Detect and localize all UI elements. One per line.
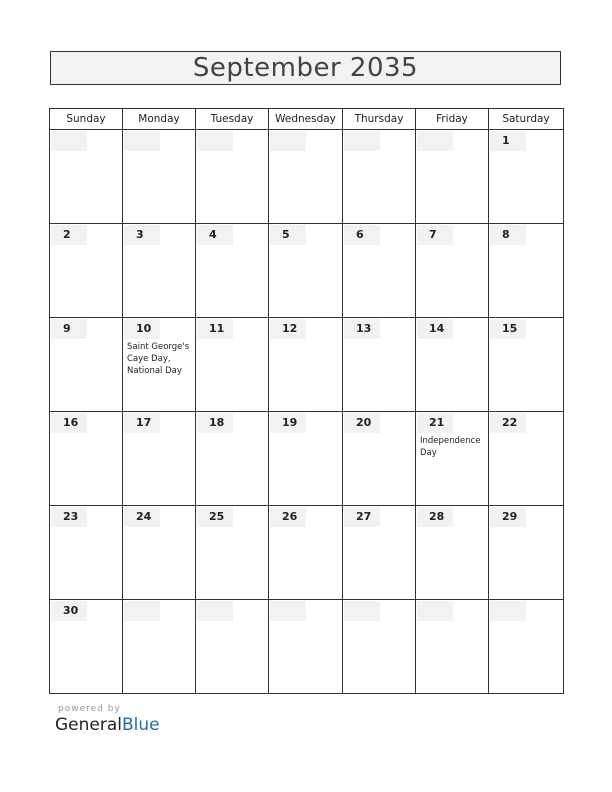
day-number: 7 (417, 225, 453, 245)
powered-by-text: powered by (58, 704, 121, 714)
day-number: 12 (270, 319, 306, 339)
weekday-header: Thursday (343, 109, 416, 130)
day-cell[interactable] (489, 506, 564, 600)
day-number: 9 (51, 319, 87, 339)
day-cell[interactable] (50, 224, 123, 318)
day-number: 15 (490, 319, 526, 339)
day-number: 20 (344, 413, 380, 433)
day-cell[interactable] (123, 412, 196, 506)
day-cell[interactable] (50, 130, 123, 224)
day-cell[interactable] (50, 318, 123, 412)
weekday-header: Monday (123, 109, 196, 130)
day-number: 14 (417, 319, 453, 339)
day-number: 10 (124, 319, 160, 339)
day-number: 17 (124, 413, 160, 433)
day-cell[interactable] (123, 318, 196, 412)
day-number: 13 (344, 319, 380, 339)
day-number: 5 (270, 225, 306, 245)
week-row (50, 318, 564, 412)
day-number (270, 601, 306, 621)
weekday-header: Saturday (489, 109, 564, 130)
day-cell[interactable] (50, 412, 123, 506)
day-cell[interactable] (123, 600, 196, 694)
day-number: 18 (197, 413, 233, 433)
day-cell[interactable] (196, 600, 269, 694)
brand-general: General (55, 715, 122, 735)
day-cell[interactable] (269, 506, 343, 600)
day-number: 29 (490, 507, 526, 527)
day-cell[interactable] (196, 130, 269, 224)
weekday-header: Wednesday (269, 109, 343, 130)
day-cell[interactable] (196, 224, 269, 318)
day-number (124, 131, 160, 151)
day-cell[interactable] (416, 224, 489, 318)
day-number: 22 (490, 413, 526, 433)
day-cell[interactable] (489, 412, 564, 506)
day-cell[interactable] (343, 412, 416, 506)
day-cell[interactable] (416, 506, 489, 600)
day-cell[interactable] (123, 224, 196, 318)
day-number (344, 601, 380, 621)
week-row (50, 412, 564, 506)
day-number: 8 (490, 225, 526, 245)
day-number: 3 (124, 225, 160, 245)
calendar-title: September 2035 (192, 53, 419, 83)
weekday-header: Friday (416, 109, 489, 130)
day-cell[interactable] (489, 600, 564, 694)
day-cell[interactable] (343, 130, 416, 224)
day-cell[interactable] (269, 130, 343, 224)
day-number: 21 (417, 413, 453, 433)
day-cell[interactable] (50, 506, 123, 600)
day-cell[interactable] (416, 130, 489, 224)
day-cell[interactable] (269, 318, 343, 412)
day-number: 28 (417, 507, 453, 527)
day-number (124, 601, 160, 621)
day-number (417, 601, 453, 621)
day-number (490, 601, 526, 621)
calendar-title-box (50, 51, 561, 85)
day-number: 19 (270, 413, 306, 433)
day-number: 1 (490, 131, 526, 151)
weekday-header: Tuesday (196, 109, 269, 130)
day-cell[interactable] (123, 506, 196, 600)
day-number (51, 131, 87, 151)
week-row (50, 506, 564, 600)
day-cell[interactable] (416, 412, 489, 506)
day-cell[interactable] (196, 506, 269, 600)
day-cell[interactable] (269, 600, 343, 694)
weekday-header-row (50, 109, 564, 130)
day-cell[interactable] (343, 224, 416, 318)
brand-blue: Blue (122, 715, 160, 735)
day-number (197, 601, 233, 621)
week-row (50, 600, 564, 694)
day-number: 30 (51, 601, 87, 621)
holiday-label: Independence Day (420, 436, 481, 458)
day-cell[interactable] (269, 224, 343, 318)
week-row (50, 130, 564, 224)
day-number (344, 131, 380, 151)
generalblue-logo[interactable] (55, 715, 160, 735)
day-number: 25 (197, 507, 233, 527)
day-cell[interactable] (50, 600, 123, 694)
day-number (197, 131, 233, 151)
weekday-header: Sunday (50, 109, 123, 130)
day-cell[interactable] (196, 318, 269, 412)
day-cell[interactable] (343, 318, 416, 412)
day-cell[interactable] (416, 600, 489, 694)
day-cell[interactable] (489, 224, 564, 318)
day-number (270, 131, 306, 151)
day-cell[interactable] (123, 130, 196, 224)
day-cell[interactable] (489, 130, 564, 224)
day-number: 26 (270, 507, 306, 527)
holiday-label: Saint George's Caye Day, National Day (127, 342, 190, 376)
week-row (50, 224, 564, 318)
day-number (417, 131, 453, 151)
day-cell[interactable] (416, 318, 489, 412)
day-cell[interactable] (196, 412, 269, 506)
day-number: 16 (51, 413, 87, 433)
day-number: 11 (197, 319, 233, 339)
day-number: 24 (124, 507, 160, 527)
day-number: 4 (197, 225, 233, 245)
day-number: 2 (51, 225, 87, 245)
day-cell[interactable] (343, 600, 416, 694)
day-number: 27 (344, 507, 380, 527)
calendar-grid (49, 108, 564, 694)
day-cell[interactable] (343, 506, 416, 600)
day-number: 6 (344, 225, 380, 245)
day-cell[interactable] (489, 318, 564, 412)
day-number: 23 (51, 507, 87, 527)
day-cell[interactable] (269, 412, 343, 506)
